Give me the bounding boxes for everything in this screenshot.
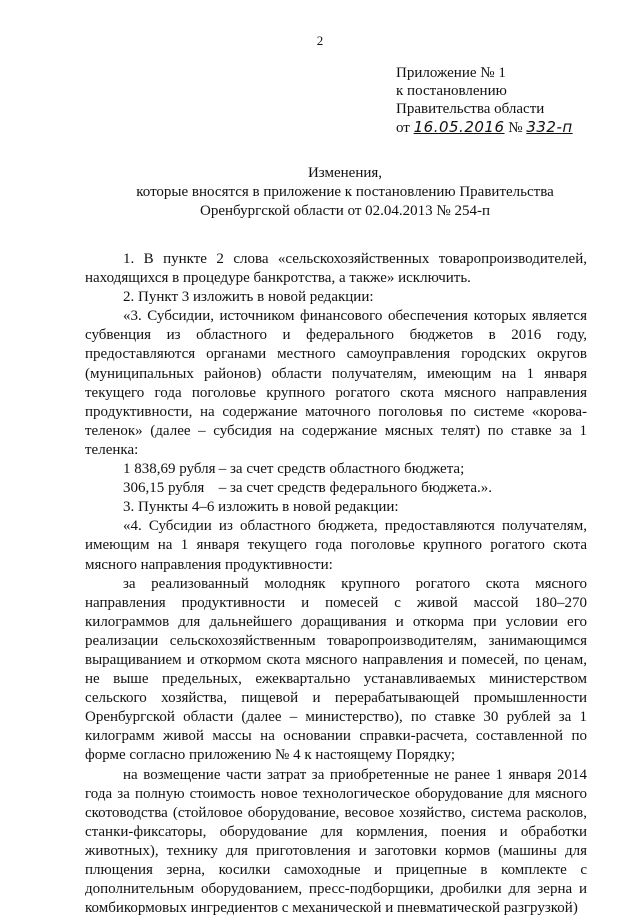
title-line-3: Оренбургской области от 02.04.2013 № 254-п xyxy=(199,203,491,219)
handwritten-date: 16.05.2016 xyxy=(413,118,505,136)
rate-regional-amount: 1 838,69 рубля xyxy=(123,461,216,478)
paragraph-1: 1. В пункте 2 слова «сельскохозяйственных товаропроизводителей, находящихся в процедуре банкротства, а также» исключить. xyxy=(85,251,587,287)
title-line-1: Изменения, xyxy=(307,165,383,181)
rate-regional-text: – за счет средств областного бюджета; xyxy=(215,461,465,478)
rate-federal-text: – за счет средств федерального бюджета.». xyxy=(215,480,493,497)
paragraph-4: 3. Пункты 4–6 изложить в новой редакции: xyxy=(123,499,399,516)
annex-line-3: Правительства области xyxy=(396,101,545,117)
paragraph-2: 2. Пункт 3 изложить в новой редакции: xyxy=(123,289,374,306)
document-body xyxy=(85,250,587,918)
rate-line-regional xyxy=(85,460,587,479)
rate-line-federal xyxy=(85,479,587,498)
annex-line-2: к постановлению xyxy=(396,83,507,99)
paragraph-7: на возмещение части затрат за приобретенные не ранее 1 января 2014 года за полную стоимость новое технологическое оборудование для мясного скотоводства (стойловое оборудование, весовое хозяйство, система расколов, станки-фиксаторы, оборудование для кормления, поения и обработки животных), технику для приготовления и заготовки кормов (машины для плющения зерна, косилки самоходные и прицепные в комплекте с дополнительным оборудованием, пресс-подборщики, дробилки для зерна и комбикормовых ингредиентов с механической и пневматической разгрузкой) xyxy=(85,766,587,917)
paragraph-6: за реализованный молодняк крупного рогатого скота мясного направления продуктивности и помесей с живой массой 180–270 килограммов для дальнейшего доращивания и откорма при условии его реализации сельскохозяйственным товаропроизводителям, занимающимся выращиванием и откормом скота мясного направления и помесей, по ценам, не выше предельных, ежеквартально устанавливаемых министерством сельского хозяйства, пищевой и перерабатывающей промышленности Оренбургской области (далее – министерство), по ставке 30 рублей за 1 килограмм живой массы на основании справки-расчета, составленной по форме согласно приложению № 4 к настоящему Порядку; xyxy=(85,575,587,764)
annex-title: Приложение № 1 xyxy=(396,65,506,81)
paragraph-3: «3. Субсидии, источником финансового обеспечения которых является субвенция из областного и федерального бюджетов в 2016 году, предоставляются органами местного самоуправления городских округов (муниципальных районов) области получателям, имеющим на 1 января текущего года поголовье крупного рогатого скота мясного направления продуктивности, на содержание маточного поголовья по системе «корова-теленок» (далее – субсидия на содержание мясных телят) по ставке за 1 теленка: xyxy=(85,308,587,458)
title-line-2: которые вносятся в приложение к постановлению Правительства xyxy=(136,184,554,200)
page-number: 2 xyxy=(316,33,324,48)
annex-block xyxy=(396,64,573,137)
rate-federal-amount: 306,15 рубля xyxy=(123,480,205,497)
document-title xyxy=(80,164,610,221)
paragraph-5: «4. Субсидии из областного бюджета, предоставляются получателям, имеющим на 1 января текущего года поголовье крупного рогатого скота мясного направления продуктивности: xyxy=(85,518,587,573)
annex-from-label: от xyxy=(396,120,410,136)
annex-number-label: № xyxy=(508,120,523,136)
annex-date-line xyxy=(396,118,573,137)
handwritten-number: 332-п xyxy=(526,118,573,136)
